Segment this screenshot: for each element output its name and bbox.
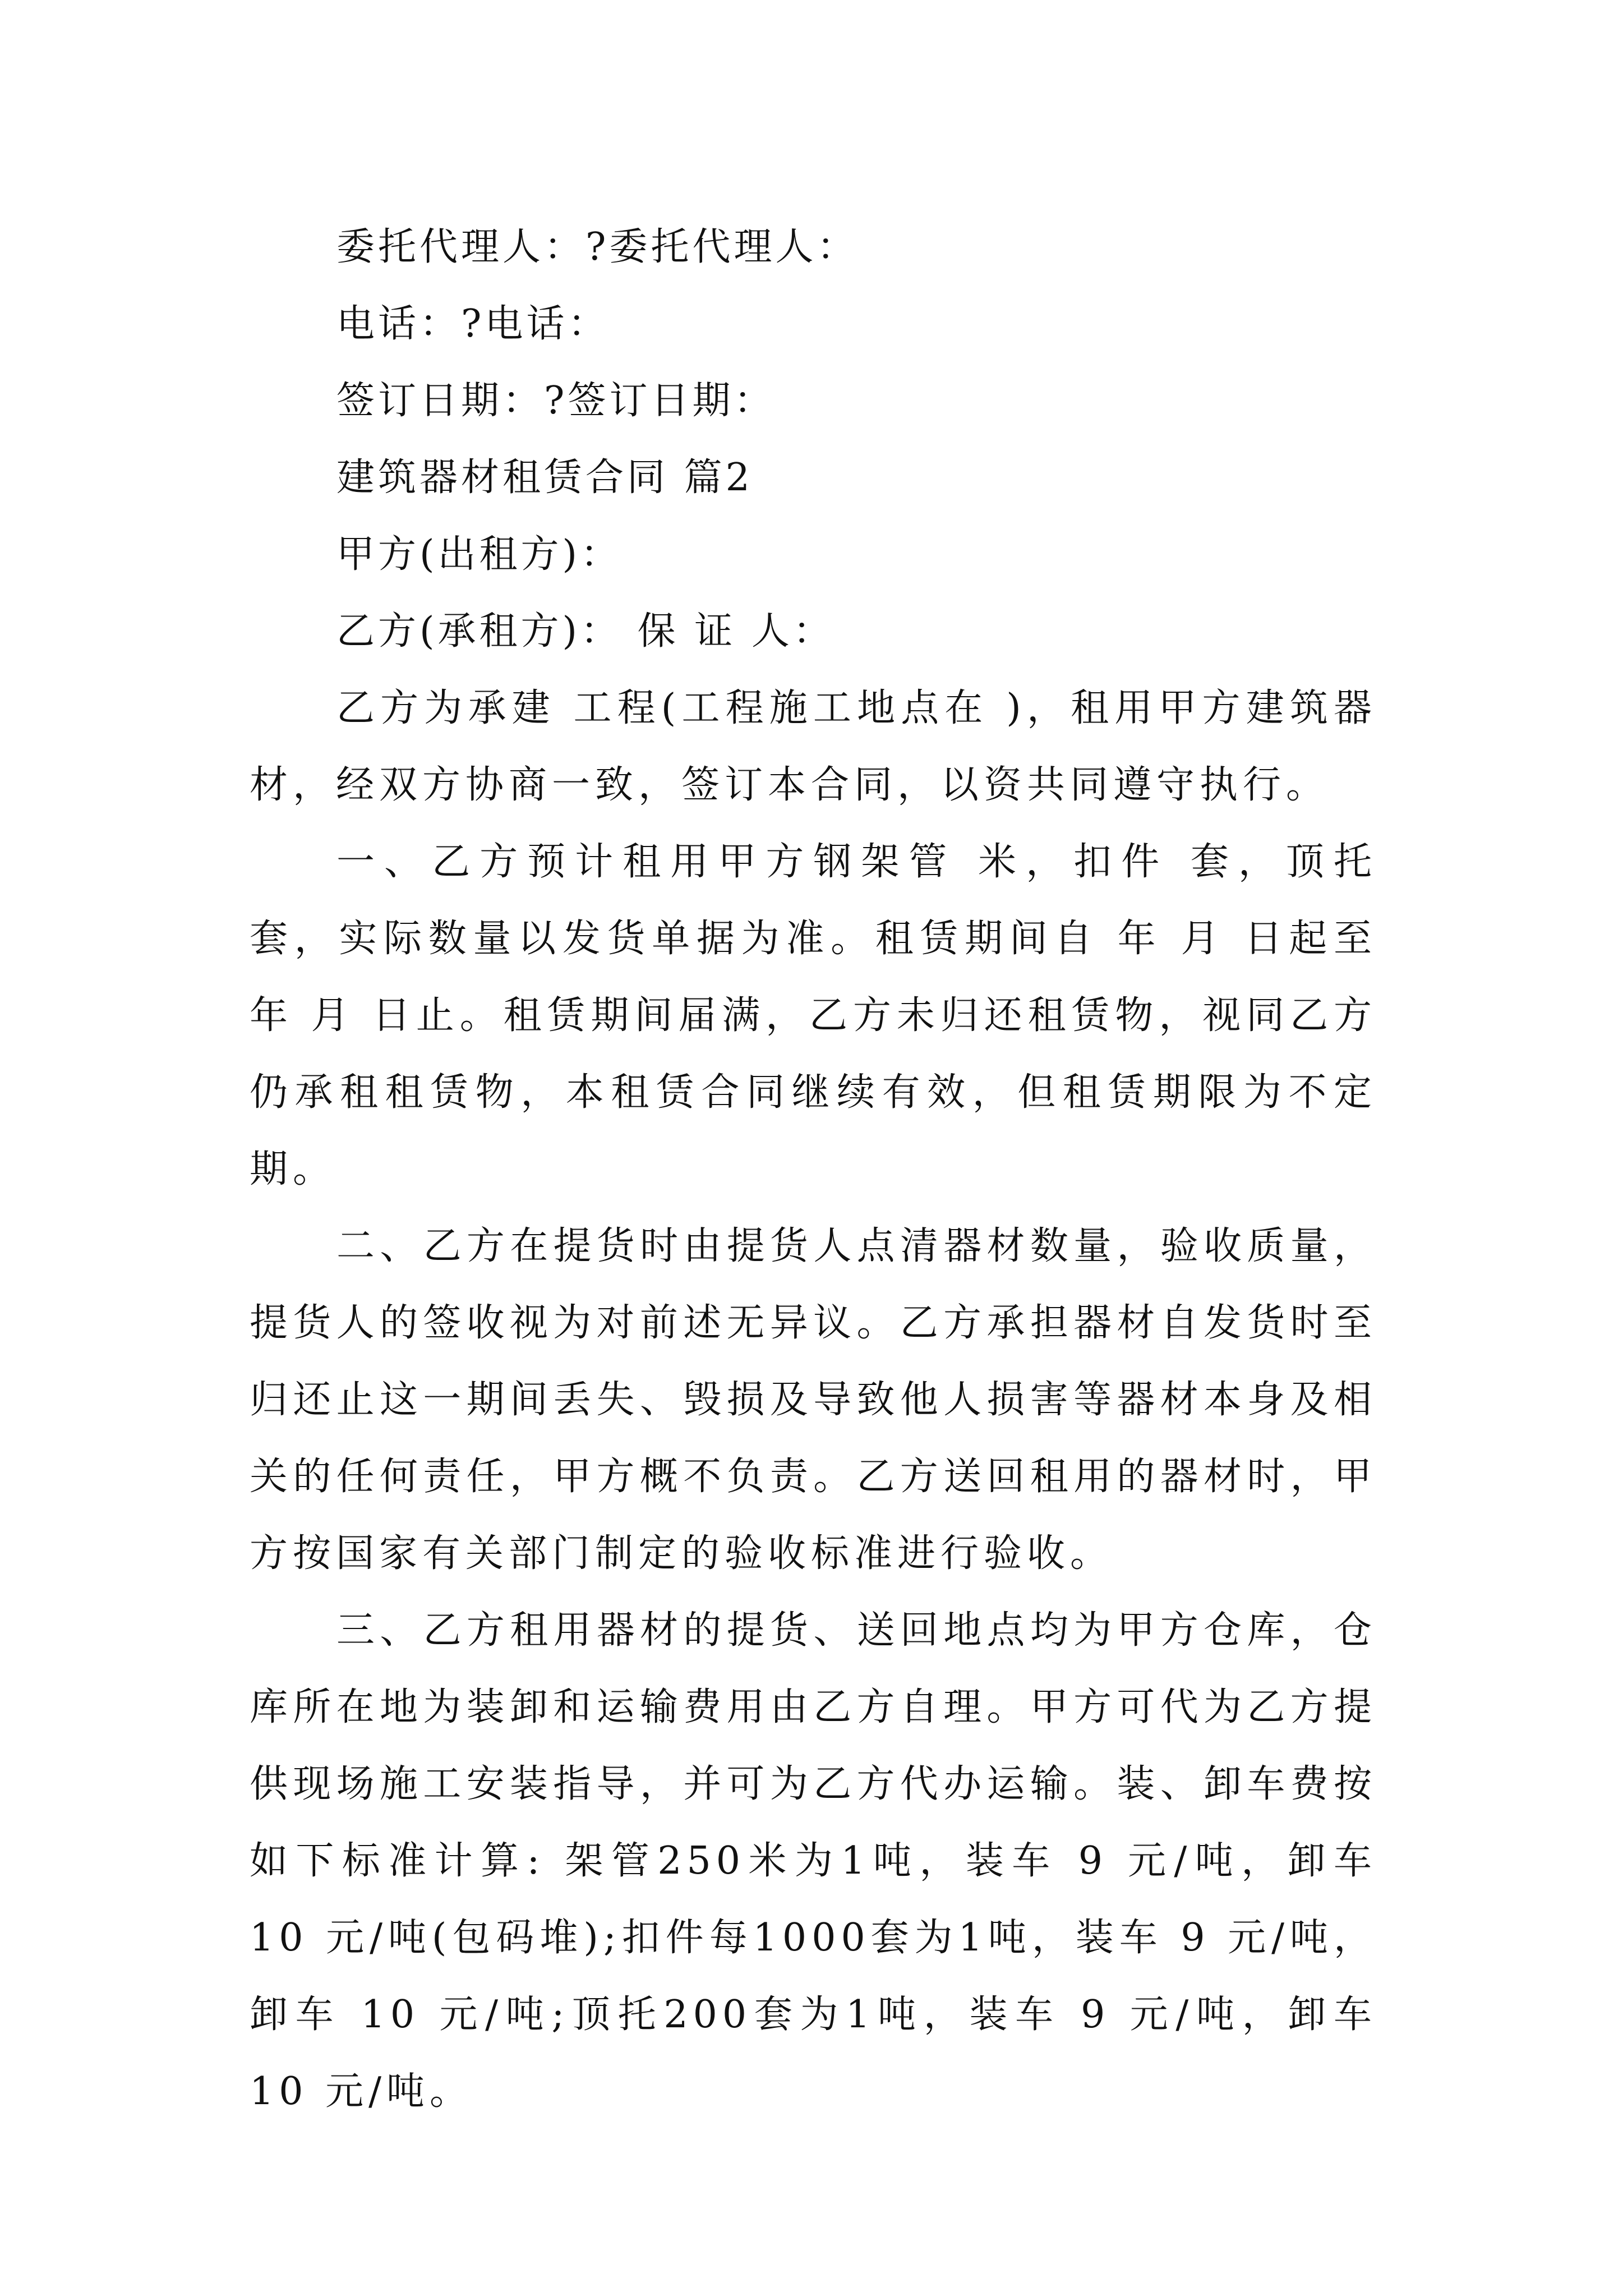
intro-paragraph: 乙方为承建 工程(工程施工地点在 )，租用甲方建筑器材，经双方协商一致，签订本合同，以资共同遵守执行。 bbox=[250, 686, 1377, 807]
clause-1-paragraph: 一、乙方预计租用甲方钢架管 米，扣件 套，顶托 套，实际数量以发货单据为准。租赁期间自 年 月 日起至 年 月 日止。租赁期间届满，乙方未归还租赁物，视同乙方仍承租租赁物，本租赁合同继续有效，但租赁期限为不定期。 bbox=[250, 840, 1377, 1191]
document-body bbox=[250, 209, 1377, 2130]
clause-2-paragraph: 二、乙方在提货时由提货人点清器材数量，验收质量，提货人的签收视为对前述无异议。乙方承担器材自发货时至归还止这一期间丢失、毁损及导致他人损害等器材本身及相关的任何责任，甲方概不负责。乙方送回租用的器材时，甲方按国家有关部门制定的验收标准进行验收。 bbox=[250, 1224, 1377, 1576]
clause-3-paragraph: 三、乙方租用器材的提货、送回地点均为甲方仓库，仓库所在地为装卸和运输费用由乙方自理。甲方可代为乙方提供现场施工安装指导，并可为乙方代办运输。装、卸车费按如下标准计算: 架管250米为1吨，装车 9 元/吨，卸车 10 元/吨(包码堆);扣件每1000套为1吨，装车 9 元/吨，卸车 10 元/吨;顶托200套为1吨，装车 9 元/吨，卸车 10 元/吨。 bbox=[250, 1608, 1377, 2114]
agent-line: 委托代理人：?委托代理人： bbox=[336, 225, 859, 269]
signing-date-line: 签订日期：?签订日期： bbox=[336, 379, 776, 423]
party-b-guarantor-line: 乙方(承租方)： 保 证 人： bbox=[336, 609, 834, 654]
party-a-line: 甲方(出租方)： bbox=[336, 532, 623, 577]
contract-title: 建筑器材租赁合同 篇2 bbox=[336, 455, 753, 500]
phone-line: 电话：?电话： bbox=[336, 302, 610, 346]
